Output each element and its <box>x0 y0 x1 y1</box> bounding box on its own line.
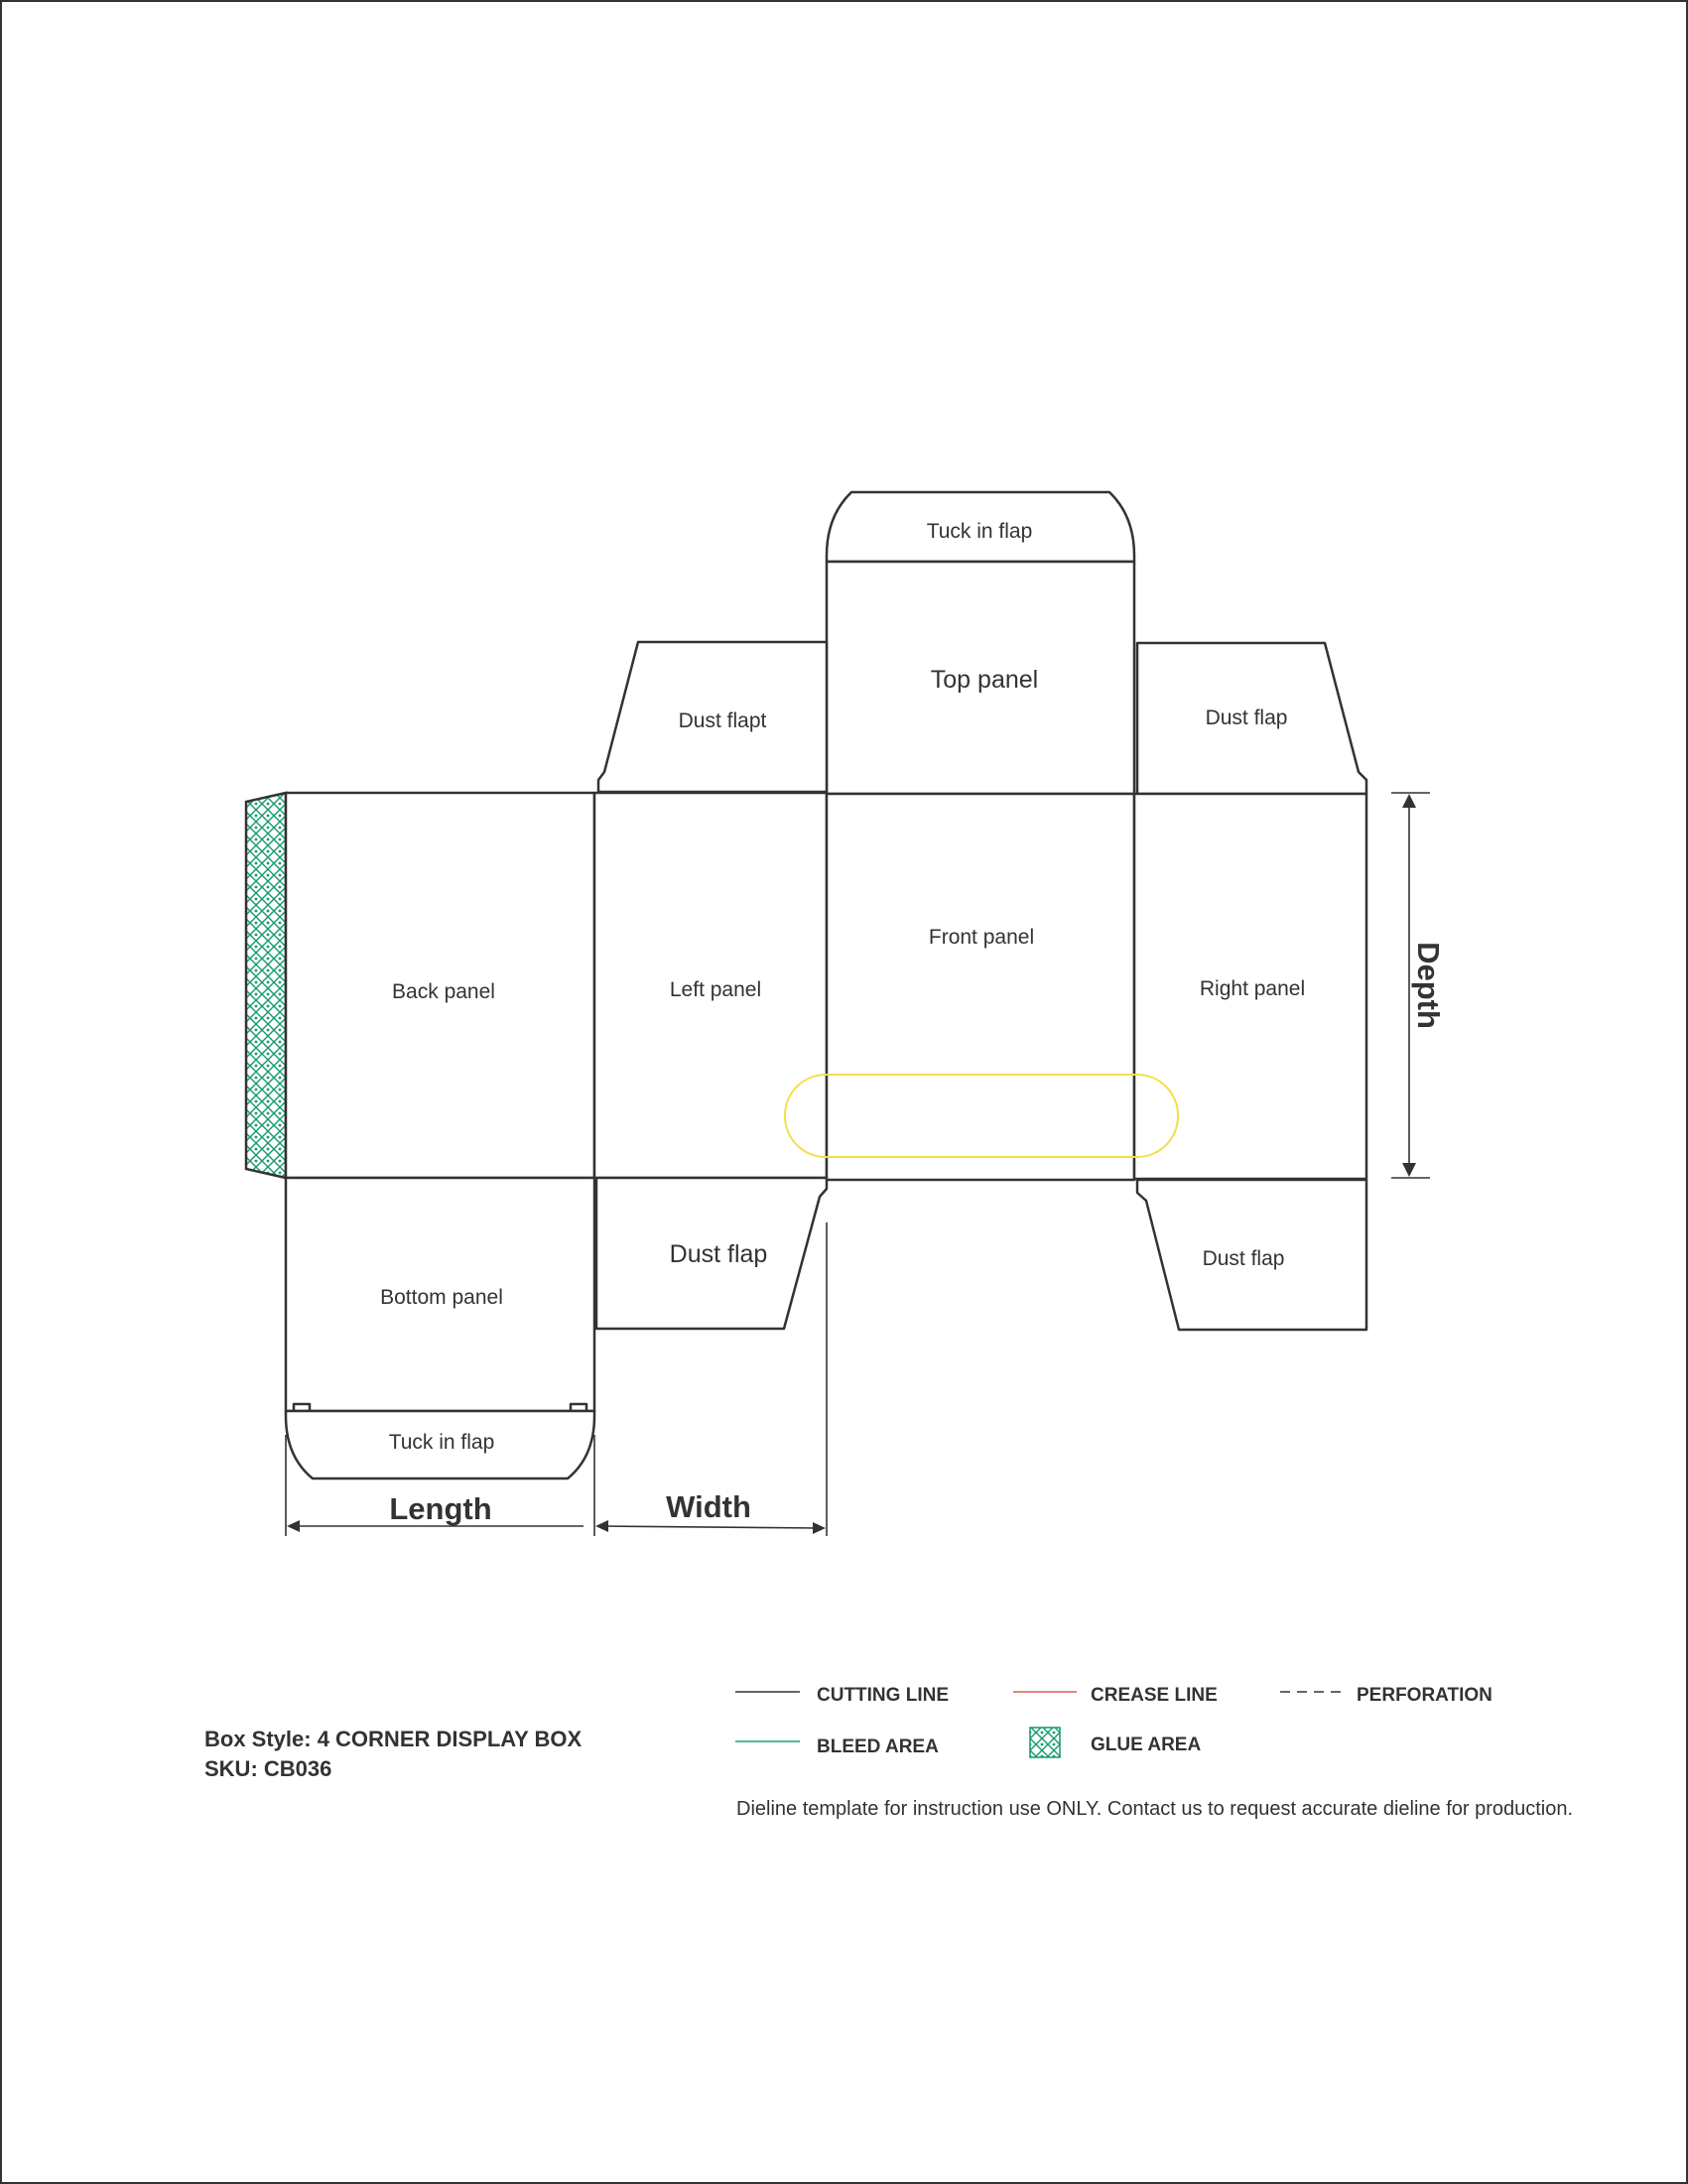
width-label: Width <box>666 1489 751 1524</box>
glue-tab <box>246 793 286 1178</box>
dust-flap-top-left-label: Dust flapt <box>678 709 767 732</box>
bottom-tuck-flap-label: Tuck in flap <box>388 1431 495 1454</box>
glue-area-label: GLUE AREA <box>1091 1734 1202 1755</box>
sku-text: SKU: CB036 <box>204 1756 332 1781</box>
dust-flap-bottom-right-label: Dust flap <box>1202 1247 1285 1270</box>
crease-line-label: CREASE LINE <box>1091 1685 1218 1706</box>
glue-area-swatch <box>1030 1728 1060 1757</box>
length-label: Length <box>389 1491 492 1526</box>
front-panel-label: Front panel <box>928 926 1035 949</box>
bleed-area-label: BLEED AREA <box>817 1736 939 1757</box>
top-panel-label: Top panel <box>930 666 1039 694</box>
dust-flap-bottom-left-label: Dust flap <box>669 1240 768 1268</box>
back-panel-label: Back panel <box>392 980 495 1003</box>
top-tuck-flap-label: Tuck in flap <box>926 520 1033 543</box>
box-style-text: Box Style: 4 CORNER DISPLAY BOX <box>204 1727 583 1751</box>
right-panel-label: Right panel <box>1199 977 1306 1000</box>
disclaimer-text: Dieline template for instruction use ONLY. Contact us to request accurate dieline for production. <box>736 1798 1574 1820</box>
depth-label: Depth <box>1411 942 1446 1029</box>
dust-flap-top-right-label: Dust flap <box>1205 707 1288 729</box>
front-panel <box>827 794 1134 1180</box>
perforation-label: PERFORATION <box>1357 1685 1493 1706</box>
bottom-panel-label: Bottom panel <box>380 1286 503 1309</box>
left-panel-label: Left panel <box>669 978 762 1001</box>
cutting-line-label: CUTTING LINE <box>817 1685 949 1706</box>
